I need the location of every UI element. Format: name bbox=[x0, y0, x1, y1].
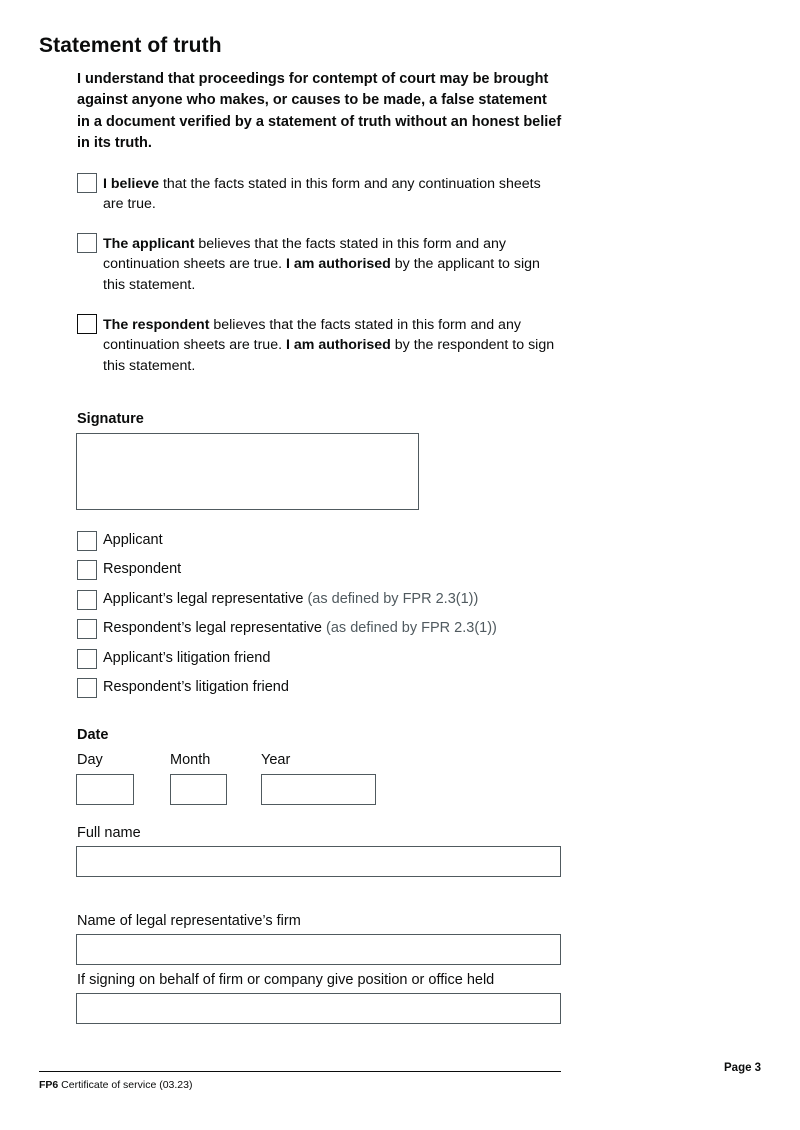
signature-label: Signature bbox=[77, 411, 144, 427]
option-label-text: Applicant’s litigation friend bbox=[103, 650, 271, 666]
signature-field[interactable] bbox=[76, 433, 419, 510]
page-number: Page 3 bbox=[724, 1062, 762, 1074]
option-label bbox=[103, 679, 289, 695]
form-title: Certificate of service (03.23) bbox=[58, 1079, 193, 1091]
date-day-label: Day bbox=[77, 752, 103, 768]
statement-i-believe-checkbox[interactable] bbox=[77, 173, 97, 193]
option-label bbox=[103, 591, 478, 607]
statement-respondent-checkbox[interactable] bbox=[77, 314, 97, 334]
date-year-label: Year bbox=[261, 752, 291, 768]
statement-bold: I am authorised bbox=[285, 256, 391, 273]
footer-form-id bbox=[39, 1079, 192, 1091]
option-label-text: Respondent bbox=[103, 561, 182, 577]
option-note: (as defined by FPR 2.3(1)) bbox=[322, 620, 497, 636]
statement-body: by the applicant to sign this statement. bbox=[103, 256, 540, 293]
statement-applicant-checkbox[interactable] bbox=[77, 233, 97, 253]
statement-bold: The applicant bbox=[103, 236, 195, 252]
option-label bbox=[103, 561, 181, 577]
option-applicant-checkbox[interactable] bbox=[77, 531, 97, 551]
option-label bbox=[103, 532, 163, 548]
firm-name-input[interactable] bbox=[76, 934, 561, 965]
statement-body: believes that the facts stated in this form and any continuation sheets are true. bbox=[103, 317, 521, 354]
statement-bold: I am authorised bbox=[285, 337, 391, 354]
option-respondent-litigation-friend-checkbox[interactable] bbox=[77, 678, 97, 698]
statement-body: by the respondent to sign this statement. bbox=[103, 337, 555, 374]
option-note: (as defined by FPR 2.3(1)) bbox=[303, 591, 479, 607]
full-name-input[interactable] bbox=[76, 846, 561, 877]
statement-body: believes that the facts stated in this form and any continuation sheets are true. bbox=[103, 236, 506, 273]
statement-text bbox=[103, 174, 557, 215]
form-code: FP6 bbox=[39, 1079, 59, 1091]
firm-name-label: Name of legal representative’s firm bbox=[77, 913, 301, 929]
footer-divider bbox=[39, 1071, 561, 1072]
option-applicant-litigation-friend-checkbox[interactable] bbox=[77, 649, 97, 669]
option-label-text: Respondent’s litigation friend bbox=[103, 679, 289, 695]
statement-bold: The respondent bbox=[103, 317, 210, 333]
option-respondent-legal-rep-checkbox[interactable] bbox=[77, 619, 97, 639]
date-year-input[interactable] bbox=[261, 774, 376, 805]
option-label bbox=[103, 650, 270, 666]
position-label: If signing on behalf of firm or company give position or office held bbox=[77, 972, 495, 988]
statement-i-believe bbox=[77, 174, 557, 215]
date-day-input[interactable] bbox=[76, 774, 134, 805]
date-month-input[interactable] bbox=[170, 774, 227, 805]
statement-respondent bbox=[77, 315, 557, 376]
option-label-text: Respondent’s legal representative bbox=[103, 620, 322, 636]
option-label-text: Applicant’s legal representative bbox=[103, 591, 304, 607]
statement-text bbox=[103, 315, 557, 376]
position-input[interactable] bbox=[76, 993, 561, 1024]
page-title: Statement of truth bbox=[39, 34, 222, 57]
statement-applicant bbox=[77, 234, 557, 295]
intro-text: I understand that proceedings for contempt of court may be brought against anyone who makes, or causes to be made, a false statement in a document verified by a statement of truth without an honest belief in its truth. bbox=[77, 71, 562, 151]
option-label bbox=[103, 620, 497, 636]
date-month-label: Month bbox=[170, 752, 211, 768]
date-label: Date bbox=[77, 727, 109, 743]
option-label-text: Applicant bbox=[103, 532, 163, 548]
statement-bold: I believe bbox=[103, 176, 159, 192]
full-name-label: Full name bbox=[77, 825, 141, 841]
option-respondent-checkbox[interactable] bbox=[77, 560, 97, 580]
option-applicant-legal-rep-checkbox[interactable] bbox=[77, 590, 97, 610]
statement-text bbox=[103, 234, 557, 295]
statement-body: that the facts stated in this form and any continuation sheets are true. bbox=[103, 176, 541, 213]
